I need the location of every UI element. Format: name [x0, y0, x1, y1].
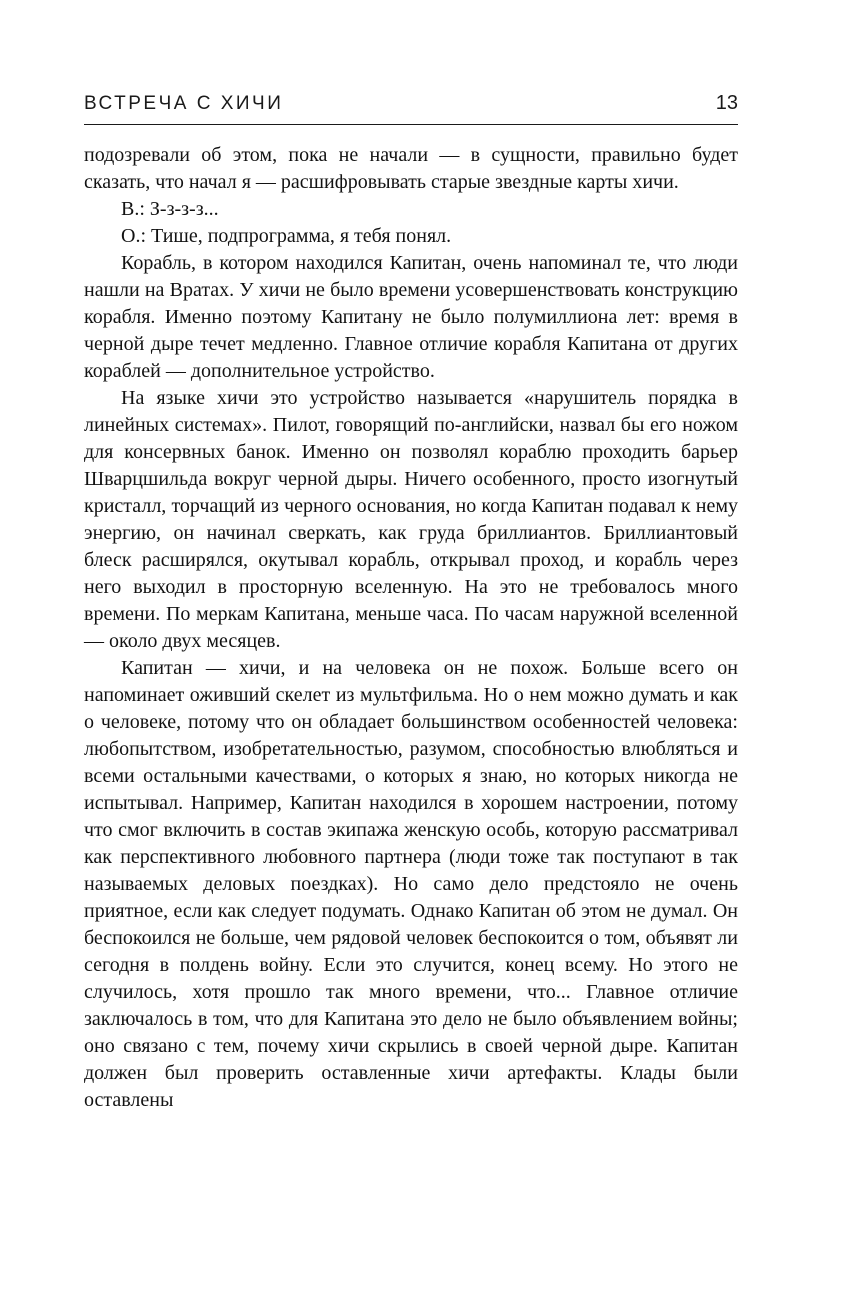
text-body: [84, 142, 738, 1114]
running-header: [84, 92, 738, 115]
paragraph: Корабль, в котором находился Капитан, очень напоминал те, что люди нашли на Вратах. У хичи не было времени усовершенствовать конструкцию корабля. Именно поэтому Капитану не было полумиллиона лет: время в черной дыре течет медленно. Главное отличие корабля Капитана от других кораблей — дополнительное устройство.: [84, 252, 738, 382]
running-title: ВСТРЕЧА С ХИЧИ: [84, 93, 284, 114]
paragraph: На языке хичи это устройство называется «нарушитель порядка в линейных системах». Пилот, говорящий по-английски, назвал бы его ножом для консервных банок. Именно он позволял кораблю проходить барьер Шварцшильда вокруг черной дыры. Ничего особенного, просто изогнутый кристалл, торчащий из черного основания, но когда Капитан подавал к нему энергию, он начинал сверкать, как груда бриллиантов. Бриллиантовый блеск расширялся, окутывал корабль, открывал проход, и корабль через него выходил в просторную вселенную. На это не требовалось много времени. По меркам Капитана, меньше часа. По часам наружной вселенной — около двух месяцев.: [84, 387, 738, 652]
paragraph-dialogue-question: В.: З-з-з-з...: [121, 198, 219, 220]
header-divider: [84, 124, 738, 125]
paragraph-continuation: подозревали об этом, пока не начали — в сущности, правильно будет сказать, что начал я — расшифровывать старые звездные карты хичи.: [84, 144, 738, 193]
paragraph: Капитан — хичи, и на человека он не похож. Больше всего он напоминает оживший скелет из мультфильма. Но о нем можно думать и как о человеке, потому что он обладает большинством особенностей человека: любопытством, изобретательностью, разумом, способностью влюбляться и всеми остальными качествами, о которых я знаю, но которых никогда не испытывал. Например, Капитан находился в хорошем настроении, потому что смог включить в состав экипажа женскую особь, которую рассматривал как перспективного любовного партнера (люди тоже так поступают в так называемых деловых поездках). Но само дело предстояло не очень приятное, если как следует подумать. Однако Капитан об этом не думал. Он беспокоился не больше, чем рядовой человек беспокоится о том, объявят ли сегодня в полдень войну. Если это случится, конец всему. Но этого не случилось, хотя прошло так много времени, что... Главное отличие заключалось в том, что для Капитана это дело не было объявлением войны; оно связано с тем, почему хичи скрылись в своей черной дыре. Капитан должен был проверить оставленные хичи артефакты. Клады были оставлены: [84, 657, 738, 1111]
paragraph-dialogue-answer: О.: Тише, подпрограмма, я тебя понял.: [121, 225, 452, 247]
page-number: 13: [715, 92, 738, 114]
